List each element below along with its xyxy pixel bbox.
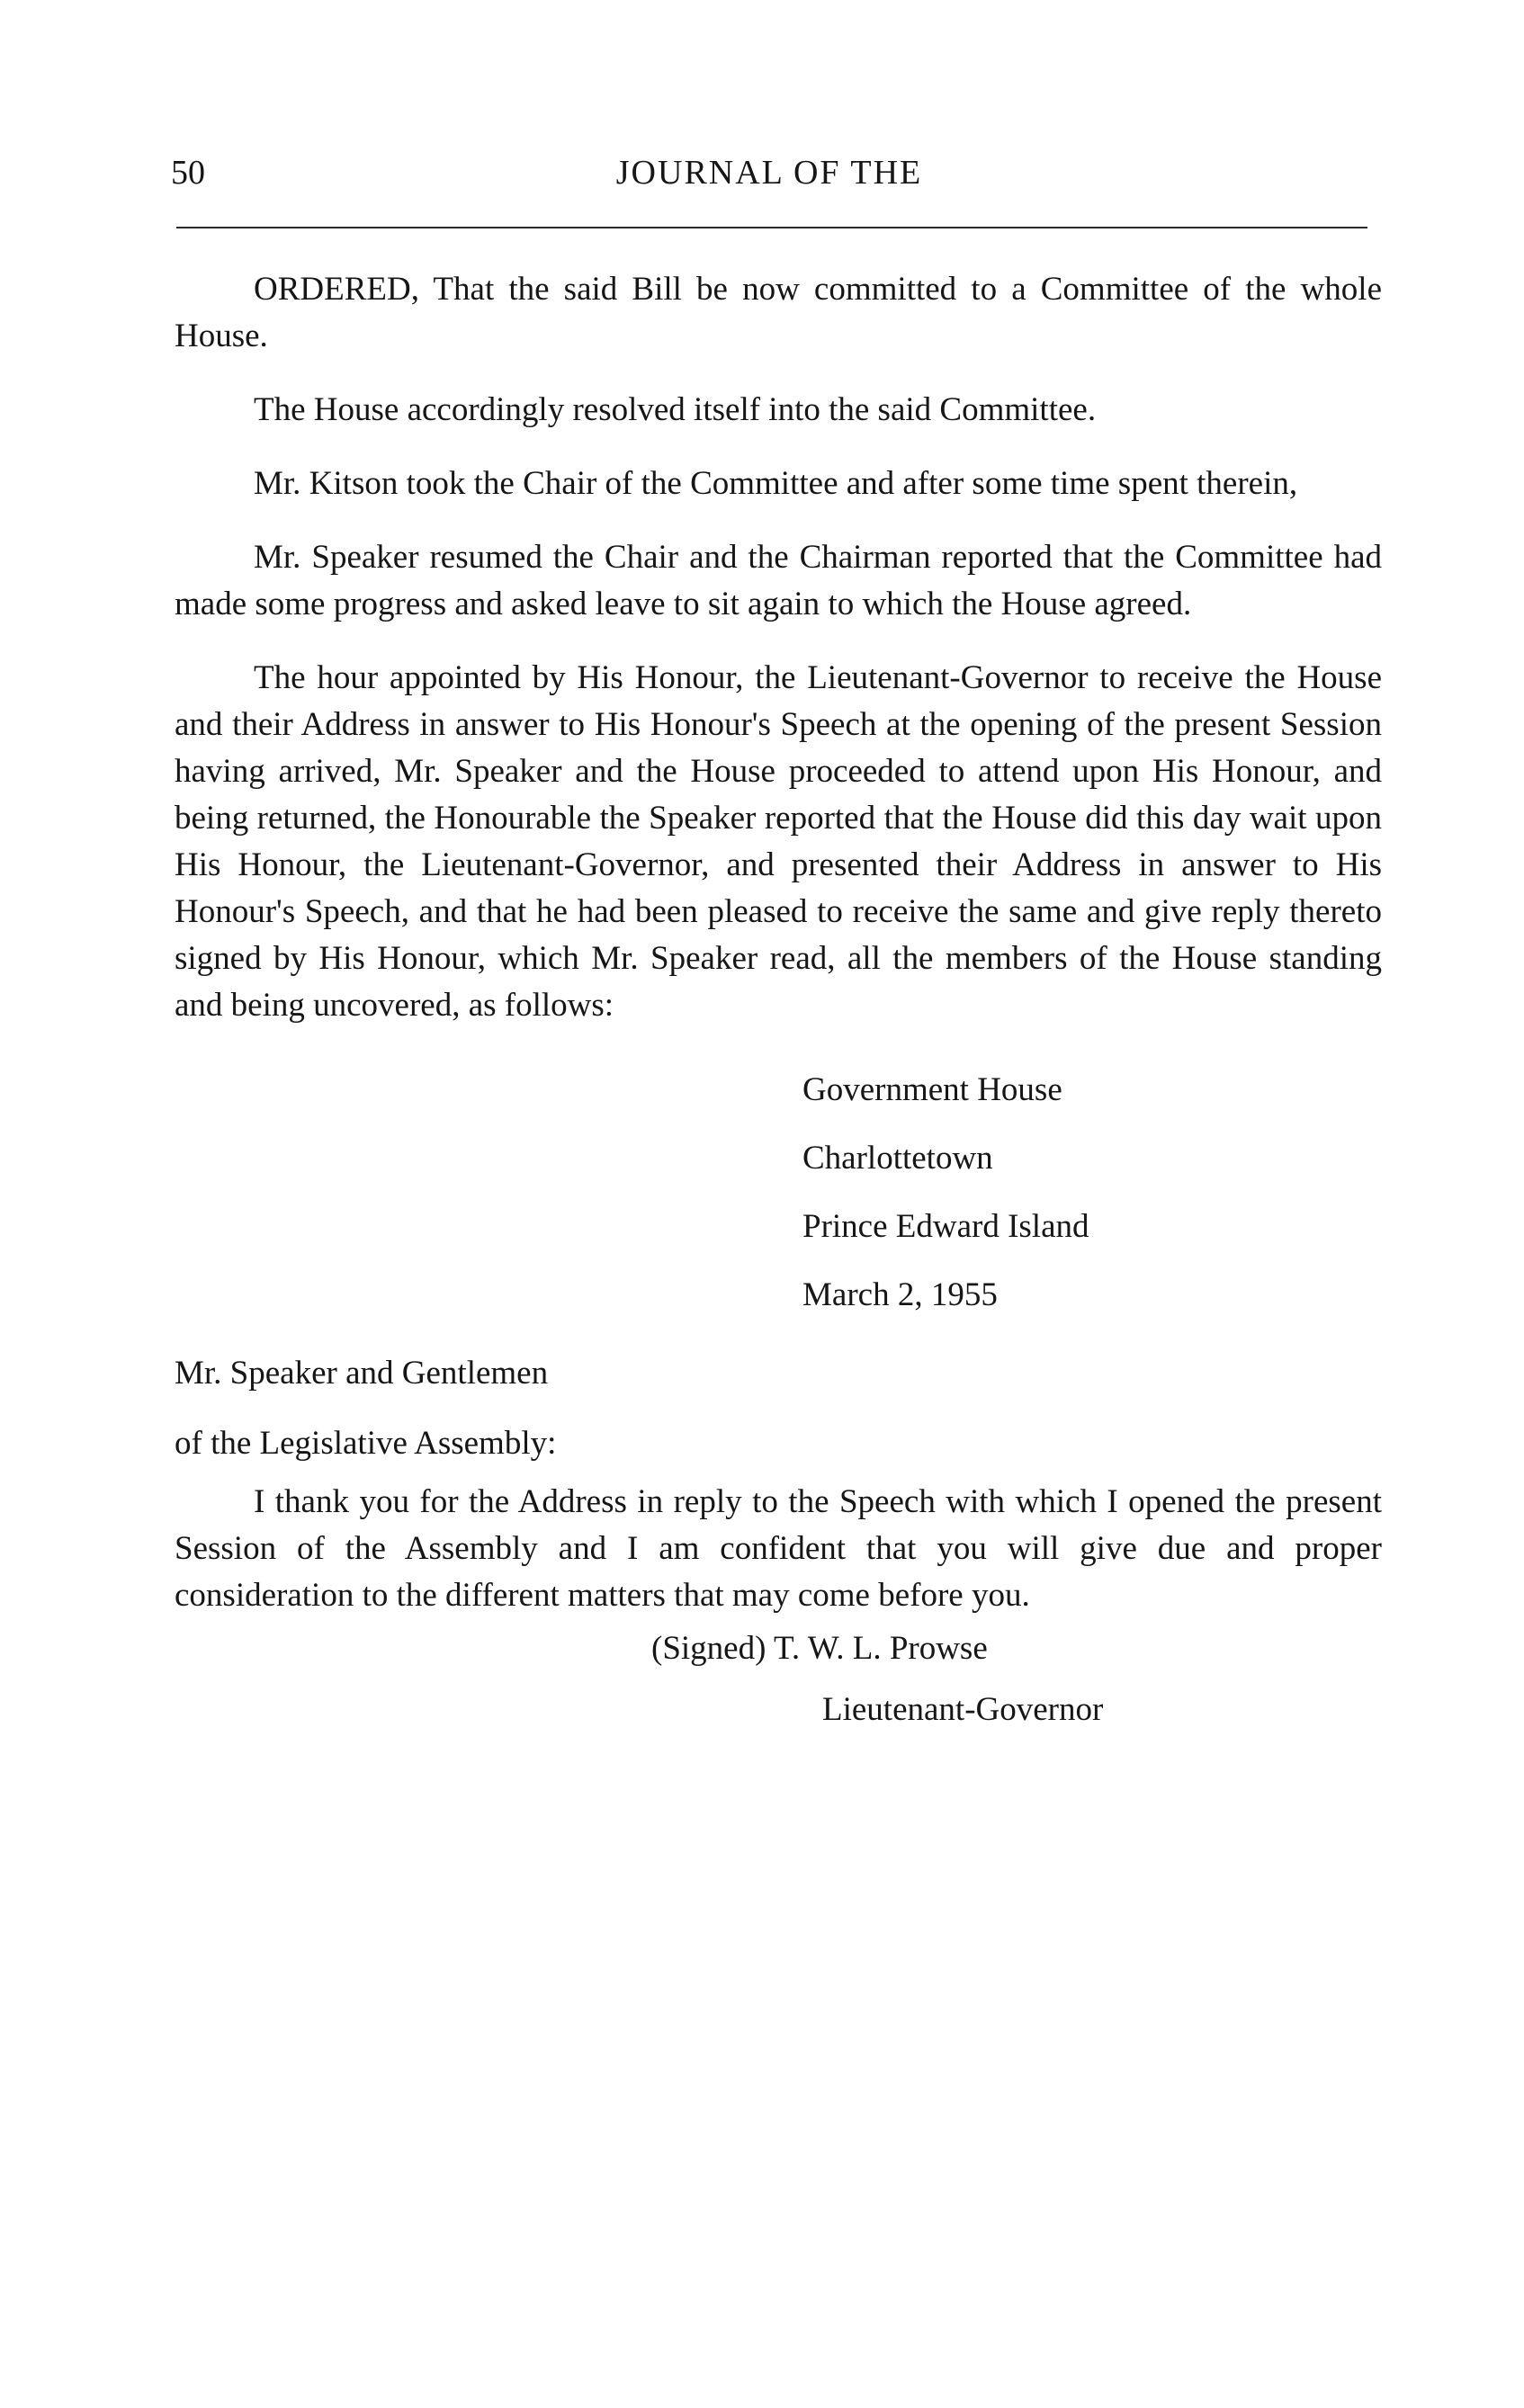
letter-body: I thank you for the Address in reply to the Speech with which I opened the present Session of the Assembly and I am confident that you will give due and proper consideration to the different matters that may come before you. — [175, 1483, 1382, 1614]
running-head: JOURNAL OF THE — [615, 154, 923, 192]
signer-title: Lieutenant-Governor — [822, 1691, 1104, 1728]
letter-address-block — [802, 1056, 1382, 1329]
paragraph-ordered: ORDERED, That the said Bill be now committed to a Committee of the whole House. — [175, 271, 1382, 354]
paragraph-resolved: The House accordingly resolved itself into the said Committee. — [254, 391, 1097, 428]
address-line: Government House — [802, 1071, 1062, 1108]
page-header — [171, 153, 1367, 207]
address-line: Prince Edward Island — [802, 1208, 1089, 1245]
page-body — [175, 266, 1382, 1736]
salutation-line: Mr. Speaker and Gentlemen — [175, 1355, 549, 1392]
paragraph-report: Mr. Speaker resumed the Chair and the Chairman reported that the Committee had made some progress and asked leave to sit again to which the House agreed. — [175, 539, 1382, 622]
paragraph-chair: Mr. Kitson took the Chair of the Committee and after some time spent therein, — [254, 465, 1298, 502]
letter-salutation — [175, 1338, 1382, 1479]
header-rule — [176, 227, 1367, 228]
address-line: Charlottetown — [802, 1140, 993, 1177]
letter-signature: (Signed) T. W. L. Prowse — [651, 1630, 988, 1667]
page-number: 50 — [171, 154, 205, 192]
paragraph-address: The hour appointed by His Honour, the Lieutenant-Governor to receive the House and their Address in answer to His Honour's Speech at the opening of the present Session having arrived, Mr. Speaker and the House proceeded to attend upon His Honour, and being returned, the Honourable the Speaker reported that the House did this day wait upon His Honour, the Lieutenant-Governor, and presented their Address in answer to His Honour's Speech, and that he had been pleased to receive the same and give reply thereto signed by His Honour, which Mr. Speaker read, all the members of the House standing and being uncovered, as follows: — [175, 659, 1382, 1024]
letter-date: March 2, 1955 — [802, 1276, 998, 1313]
salutation-line: of the Legislative Assembly: — [175, 1425, 557, 1462]
